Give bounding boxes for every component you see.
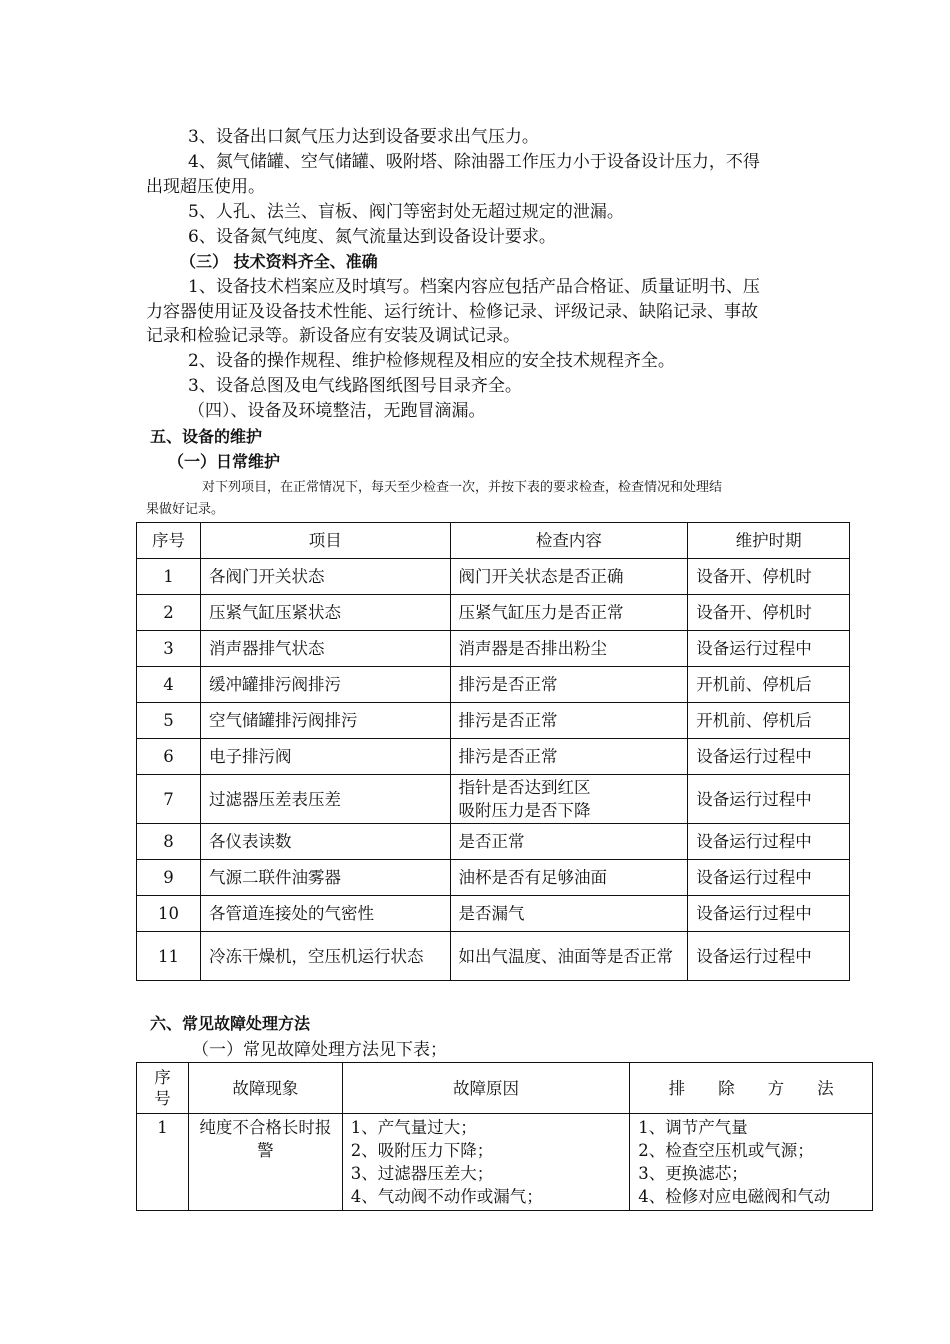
period-cell: 设备运行过程中 (688, 896, 850, 932)
paragraph: 5、人孔、法兰、盲板、阀门等密封处无超过规定的泄漏。 (188, 202, 624, 222)
check-cell (450, 595, 688, 631)
check-line: 阀门开关状态是否正确 (458, 567, 624, 586)
check-line: 排污是否正常 (458, 711, 558, 730)
section-heading: 六、常见故障处理方法 (150, 1014, 311, 1033)
table-row (137, 932, 850, 981)
header-no-b: 号 (154, 1089, 171, 1108)
item-cell: 冷冻干燥机，空压机运行状态 (200, 932, 450, 981)
method-item: 4、检修对应电磁阀和气动 (638, 1187, 831, 1206)
period-cell: 设备运行过程中 (688, 739, 850, 775)
cause-item: 2、吸附压力下降； (350, 1141, 494, 1160)
cause-item: 1、产气量过大； (350, 1118, 477, 1137)
paragraph: 4、氮气储罐、空气储罐、吸附塔、除油器工作压力小于设备设计压力，不得 (188, 152, 760, 172)
period-cell: 设备开、停机时 (688, 595, 850, 631)
check-line: 指针是否达到红区 (458, 778, 591, 797)
paragraph: 1、设备技术档案应及时填写。档案内容应包括产品合格证、质量证明书、压 (188, 277, 760, 297)
subsection-heading: （一）常见故障处理方法见下表； (192, 1040, 447, 1060)
row-number: 7 (137, 775, 201, 824)
table-row (137, 595, 850, 631)
row-number: 10 (137, 896, 201, 932)
item-cell: 缓冲罐排污阀排污 (200, 667, 450, 703)
item-cell: 各阀门开关状态 (200, 559, 450, 595)
method-item: 2、检查空压机或气源； (638, 1141, 814, 1160)
check-line: 排污是否正常 (458, 747, 558, 766)
row-number: 2 (137, 595, 201, 631)
row-number: 6 (137, 739, 201, 775)
header-cell: 检查内容 (450, 523, 688, 559)
table-row (137, 703, 850, 739)
row-number: 5 (137, 703, 201, 739)
period-cell: 设备运行过程中 (688, 824, 850, 860)
table-note: 果做好记录。 (146, 502, 225, 517)
table-row (137, 824, 850, 860)
paragraph: 记录和检验记录等。新设备应有安装及调试记录。 (146, 326, 520, 346)
item-cell: 气源二联件油雾器 (200, 860, 450, 896)
table-note: 对下列项目，在正常情况下，每天至少检查一次，并按下表的要求检查，检查情况和处理结 (202, 480, 723, 495)
check-cell (450, 667, 688, 703)
item-cell: 过滤器压差表压差 (200, 775, 450, 824)
method-item: 3、更换滤芯； (638, 1164, 748, 1183)
check-cell (450, 775, 688, 824)
check-cell (450, 559, 688, 595)
fault-phenomenon: 纯度不合格长时报警 (188, 1114, 342, 1211)
cause-item: 4、气动阀不动作或漏气； (350, 1187, 543, 1206)
paragraph: 3、设备出口氮气压力达到设备要求出气压力。 (188, 127, 539, 147)
paragraph: 6、设备氮气纯度、氮气流量达到设备设计要求。 (188, 227, 556, 247)
row-number: 1 (137, 559, 201, 595)
check-line: 是否漏气 (458, 904, 525, 923)
paragraph: 2、设备的操作规程、维护检修规程及相应的安全技术规程齐全。 (188, 351, 675, 371)
table-row (137, 860, 850, 896)
check-cell (450, 631, 688, 667)
table-row (137, 775, 850, 824)
check-line: 是否正常 (458, 832, 525, 851)
header-cell: 维护时期 (688, 523, 850, 559)
table-row (137, 1114, 873, 1211)
header-cell: 故障原因 (342, 1063, 630, 1114)
check-cell (450, 824, 688, 860)
table-row (137, 559, 850, 595)
item-cell: 压紧气缸压紧状态 (200, 595, 450, 631)
maintenance-table (136, 522, 850, 981)
row-number: 3 (137, 631, 201, 667)
period-cell: 设备运行过程中 (688, 932, 850, 981)
check-line: 排污是否正常 (458, 675, 558, 694)
table-row (137, 667, 850, 703)
row-number: 11 (137, 932, 201, 981)
fault-table (136, 1062, 873, 1211)
method-item: 1、调节产气量 (638, 1118, 748, 1137)
header-cell: 排 除 方 法 (630, 1063, 873, 1114)
paragraph: 力容器使用证及设备技术性能、运行统计、检修记录、评级记录、缺陷记录、事故 (146, 302, 758, 322)
paragraph: 出现超压使用。 (146, 177, 265, 197)
section-heading: （三） 技术资料齐全、准确 (180, 252, 378, 271)
section-heading: 五、设备的维护 (150, 427, 263, 446)
item-cell: 电子排污阀 (200, 739, 450, 775)
row-number: 9 (137, 860, 201, 896)
check-cell (450, 896, 688, 932)
period-cell: 开机前、停机后 (688, 667, 850, 703)
check-line: 如出气温度、油面等是否正常 (458, 946, 674, 966)
period-cell: 设备运行过程中 (688, 631, 850, 667)
table-row (137, 631, 850, 667)
table-row (137, 896, 850, 932)
header-cell (137, 1063, 189, 1114)
check-line: 油杯是否有足够油面 (458, 868, 608, 887)
item-cell: 各管道连接处的气密性 (200, 896, 450, 932)
row-number: 1 (137, 1114, 189, 1211)
header-cell: 序号 (137, 523, 201, 559)
paragraph: 3、设备总图及电气线路图纸图号目录齐全。 (188, 376, 522, 396)
header-cell: 故障现象 (188, 1063, 342, 1114)
period-cell: 设备运行过程中 (688, 775, 850, 824)
period-cell: 设备运行过程中 (688, 860, 850, 896)
check-cell (450, 739, 688, 775)
period-cell: 开机前、停机后 (688, 703, 850, 739)
item-cell: 空气储罐排污阀排污 (200, 703, 450, 739)
row-number: 8 (137, 824, 201, 860)
paragraph: （四）、设备及环境整洁，无跑冒滴漏。 (188, 401, 486, 421)
header-cell: 项目 (200, 523, 450, 559)
check-line: 吸附压力是否下降 (458, 801, 591, 820)
period-cell: 设备开、停机时 (688, 559, 850, 595)
check-line: 压紧气缸压力是否正常 (458, 603, 624, 622)
fault-methods (630, 1114, 873, 1211)
subsection-heading: （一）日常维护 (168, 452, 281, 471)
table-header-row (137, 523, 850, 559)
item-cell: 各仪表读数 (200, 824, 450, 860)
check-line: 消声器是否排出粉尘 (458, 639, 608, 658)
check-cell (450, 860, 688, 896)
item-cell: 消声器排气状态 (200, 631, 450, 667)
check-cell (450, 932, 688, 981)
table-header-row (137, 1063, 873, 1114)
row-number: 4 (137, 667, 201, 703)
fault-causes (342, 1114, 630, 1211)
table-row (137, 739, 850, 775)
check-cell (450, 703, 688, 739)
cause-item: 3、过滤器压差大； (350, 1164, 494, 1183)
header-no-a: 序 (154, 1068, 171, 1087)
